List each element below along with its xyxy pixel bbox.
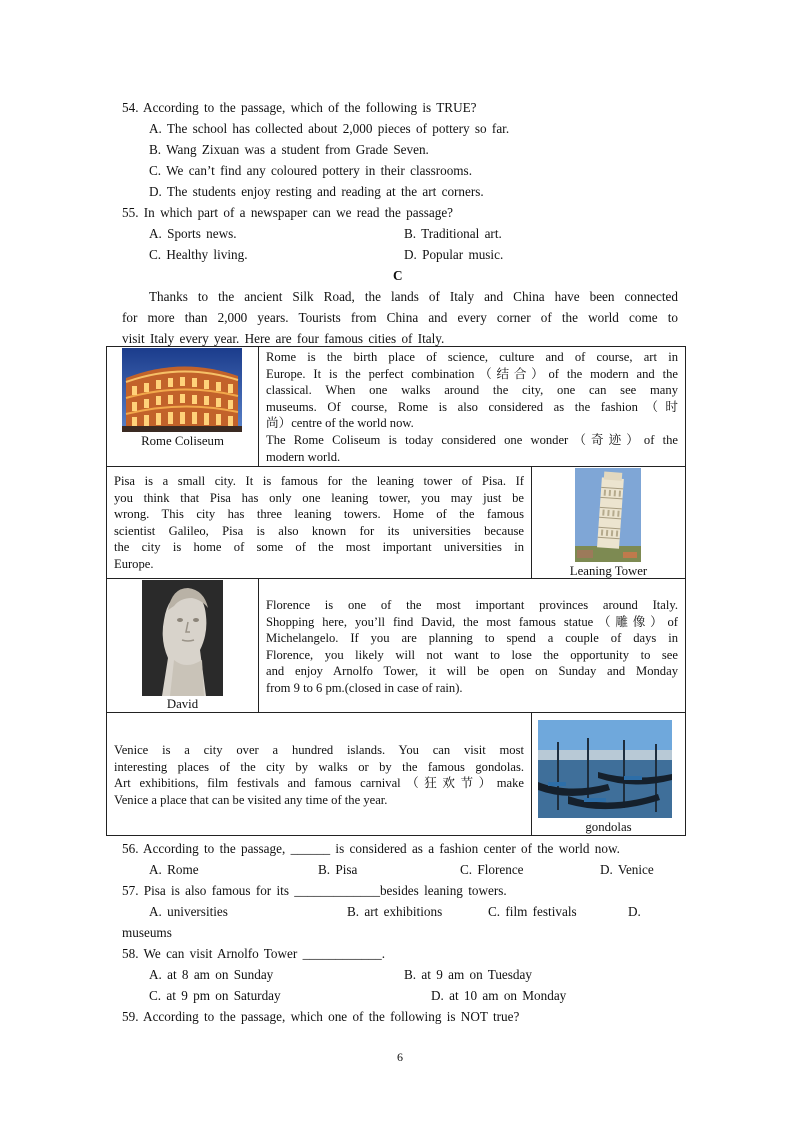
rome-caption: Rome Coliseum bbox=[141, 434, 224, 448]
q55-option-d: D. Popular music. bbox=[404, 247, 504, 262]
q56-option-b: B. Pisa bbox=[318, 862, 358, 877]
q58-option-d: D. at 10 am on Monday bbox=[431, 988, 567, 1003]
rome-line: Rome is the birth place of science, culture and of course, art in bbox=[266, 350, 678, 364]
q55-option-a: A. Sports news. bbox=[149, 226, 237, 241]
intro-line-1: Thanks to the ancient Silk Road, the lands of Italy and China have been connected bbox=[149, 289, 678, 304]
q55-option-b: B. Traditional art. bbox=[404, 226, 502, 241]
q55-option-c: C. Healthy living. bbox=[149, 247, 248, 262]
pisa-description bbox=[114, 473, 524, 573]
pisa-line: you think that Pisa has only one leaning tower, you may just be bbox=[114, 490, 524, 505]
q54-option-c: C. We can’t find any coloured pottery in their classrooms. bbox=[149, 163, 472, 178]
florence-line: Florence, you likely will not want to lose the opportunity to see bbox=[266, 647, 678, 662]
section-label: C bbox=[393, 268, 403, 283]
q58-stem: 58. We can visit Arnolfo Tower ____________. bbox=[122, 946, 385, 961]
intro-line-2: for more than 2,000 years. Tourists from China and every corner of the world come to bbox=[122, 310, 678, 325]
florence-description bbox=[266, 597, 678, 697]
q54-option-a: A. The school has collected about 2,000 pieces of pottery so far. bbox=[149, 121, 510, 136]
venice-line: Venice is a city over a hundred islands. You can visit most bbox=[114, 743, 524, 757]
rome-line: classical. When one walks around the city, one can see many bbox=[266, 383, 678, 398]
pisa-line: wrong. This city has three leaning towers. Home of the famous bbox=[114, 507, 524, 522]
gondolas-image bbox=[538, 720, 672, 818]
florence-line: Shopping here, you’ll find David, the most famous statue（雕像）of bbox=[266, 614, 678, 629]
rome-line: modern world. bbox=[266, 449, 341, 464]
rome-coliseum-image bbox=[122, 348, 242, 432]
rome-description bbox=[266, 349, 678, 465]
florence-line: Florence is one of the most important provinces around Italy. bbox=[266, 598, 678, 612]
q57-option-c: C. film festivals bbox=[488, 904, 577, 919]
pisa-caption: Leaning Tower bbox=[569, 564, 648, 578]
q56-option-d: D. Venice bbox=[600, 862, 654, 877]
rome-line: 尚）centre of the world now. bbox=[266, 416, 414, 431]
q58-option-b: B. at 9 am on Tuesday bbox=[404, 967, 532, 982]
rome-line: museums. Of course, Rome is also considered as the fashion（时 bbox=[266, 399, 678, 414]
david-statue-image bbox=[142, 580, 223, 696]
q54-option-d: D. The students enjoy resting and reading at the art corners. bbox=[149, 184, 484, 199]
venice-line: interesting places of the city by walks or by the famous gondolas. bbox=[114, 759, 524, 774]
q56-option-c: C. Florence bbox=[460, 862, 524, 877]
florence-line: from 9 to 6 pm.(closed in case of rain). bbox=[266, 680, 463, 695]
q54-stem: 54. According to the passage, which of the following is TRUE? bbox=[122, 100, 477, 115]
rome-line: Europe. It is the perfect combination（结合）of the modern and the bbox=[266, 366, 678, 381]
q57-option-b: B. art exhibitions bbox=[347, 904, 443, 919]
venice-line: Venice a place that can be visited any time of the year. bbox=[114, 792, 388, 807]
leaning-tower-image bbox=[575, 468, 641, 562]
florence-line: Michelangelo. If you are planning to spend a couple of days in bbox=[266, 631, 678, 646]
pisa-line: the city is home of some of the most important universities in bbox=[114, 540, 524, 555]
page-number: 6 bbox=[397, 1050, 403, 1064]
david-caption: David bbox=[166, 697, 199, 711]
pisa-line: scientist Galileo, Pisa is also known for its universities because bbox=[114, 523, 524, 538]
q55-stem: 55. In which part of a newspaper can we read the passage? bbox=[122, 205, 454, 220]
intro-line-3: visit Italy every year. Here are four famous cities of Italy. bbox=[122, 331, 445, 346]
q56-stem: 56. According to the passage, ______ is considered as a fashion center of the world now. bbox=[122, 841, 620, 856]
florence-line: and enjoy Arnolfo Tower, it will be open on Sunday and Monday bbox=[266, 664, 678, 679]
pisa-line: Europe. bbox=[114, 556, 154, 571]
venice-line: Art exhibitions, film festivals and famous carnival（狂欢节）make bbox=[114, 776, 524, 791]
q57-option-d-continued: museums bbox=[122, 925, 172, 940]
rome-line: The Rome Coliseum is today considered one wonder（奇迹）of the bbox=[266, 432, 678, 447]
q57-option-a: A. universities bbox=[149, 904, 228, 919]
q59-stem: 59. According to the passage, which one of the following is NOT true? bbox=[122, 1009, 520, 1024]
q54-option-b: B. Wang Zixuan was a student from Grade Seven. bbox=[149, 142, 429, 157]
gondolas-caption: gondolas bbox=[585, 820, 632, 834]
q57-option-d: D. bbox=[628, 904, 641, 919]
pisa-line: Pisa is a small city. It is famous for the leaning tower of Pisa. If bbox=[114, 474, 524, 488]
venice-description bbox=[114, 742, 524, 808]
q58-option-a: A. at 8 am on Sunday bbox=[149, 967, 274, 982]
q57-stem: 57. Pisa is also famous for its _____________besides leaning towers. bbox=[122, 883, 507, 898]
q58-option-c: C. at 9 pm on Saturday bbox=[149, 988, 281, 1003]
q56-option-a: A. Rome bbox=[149, 862, 199, 877]
